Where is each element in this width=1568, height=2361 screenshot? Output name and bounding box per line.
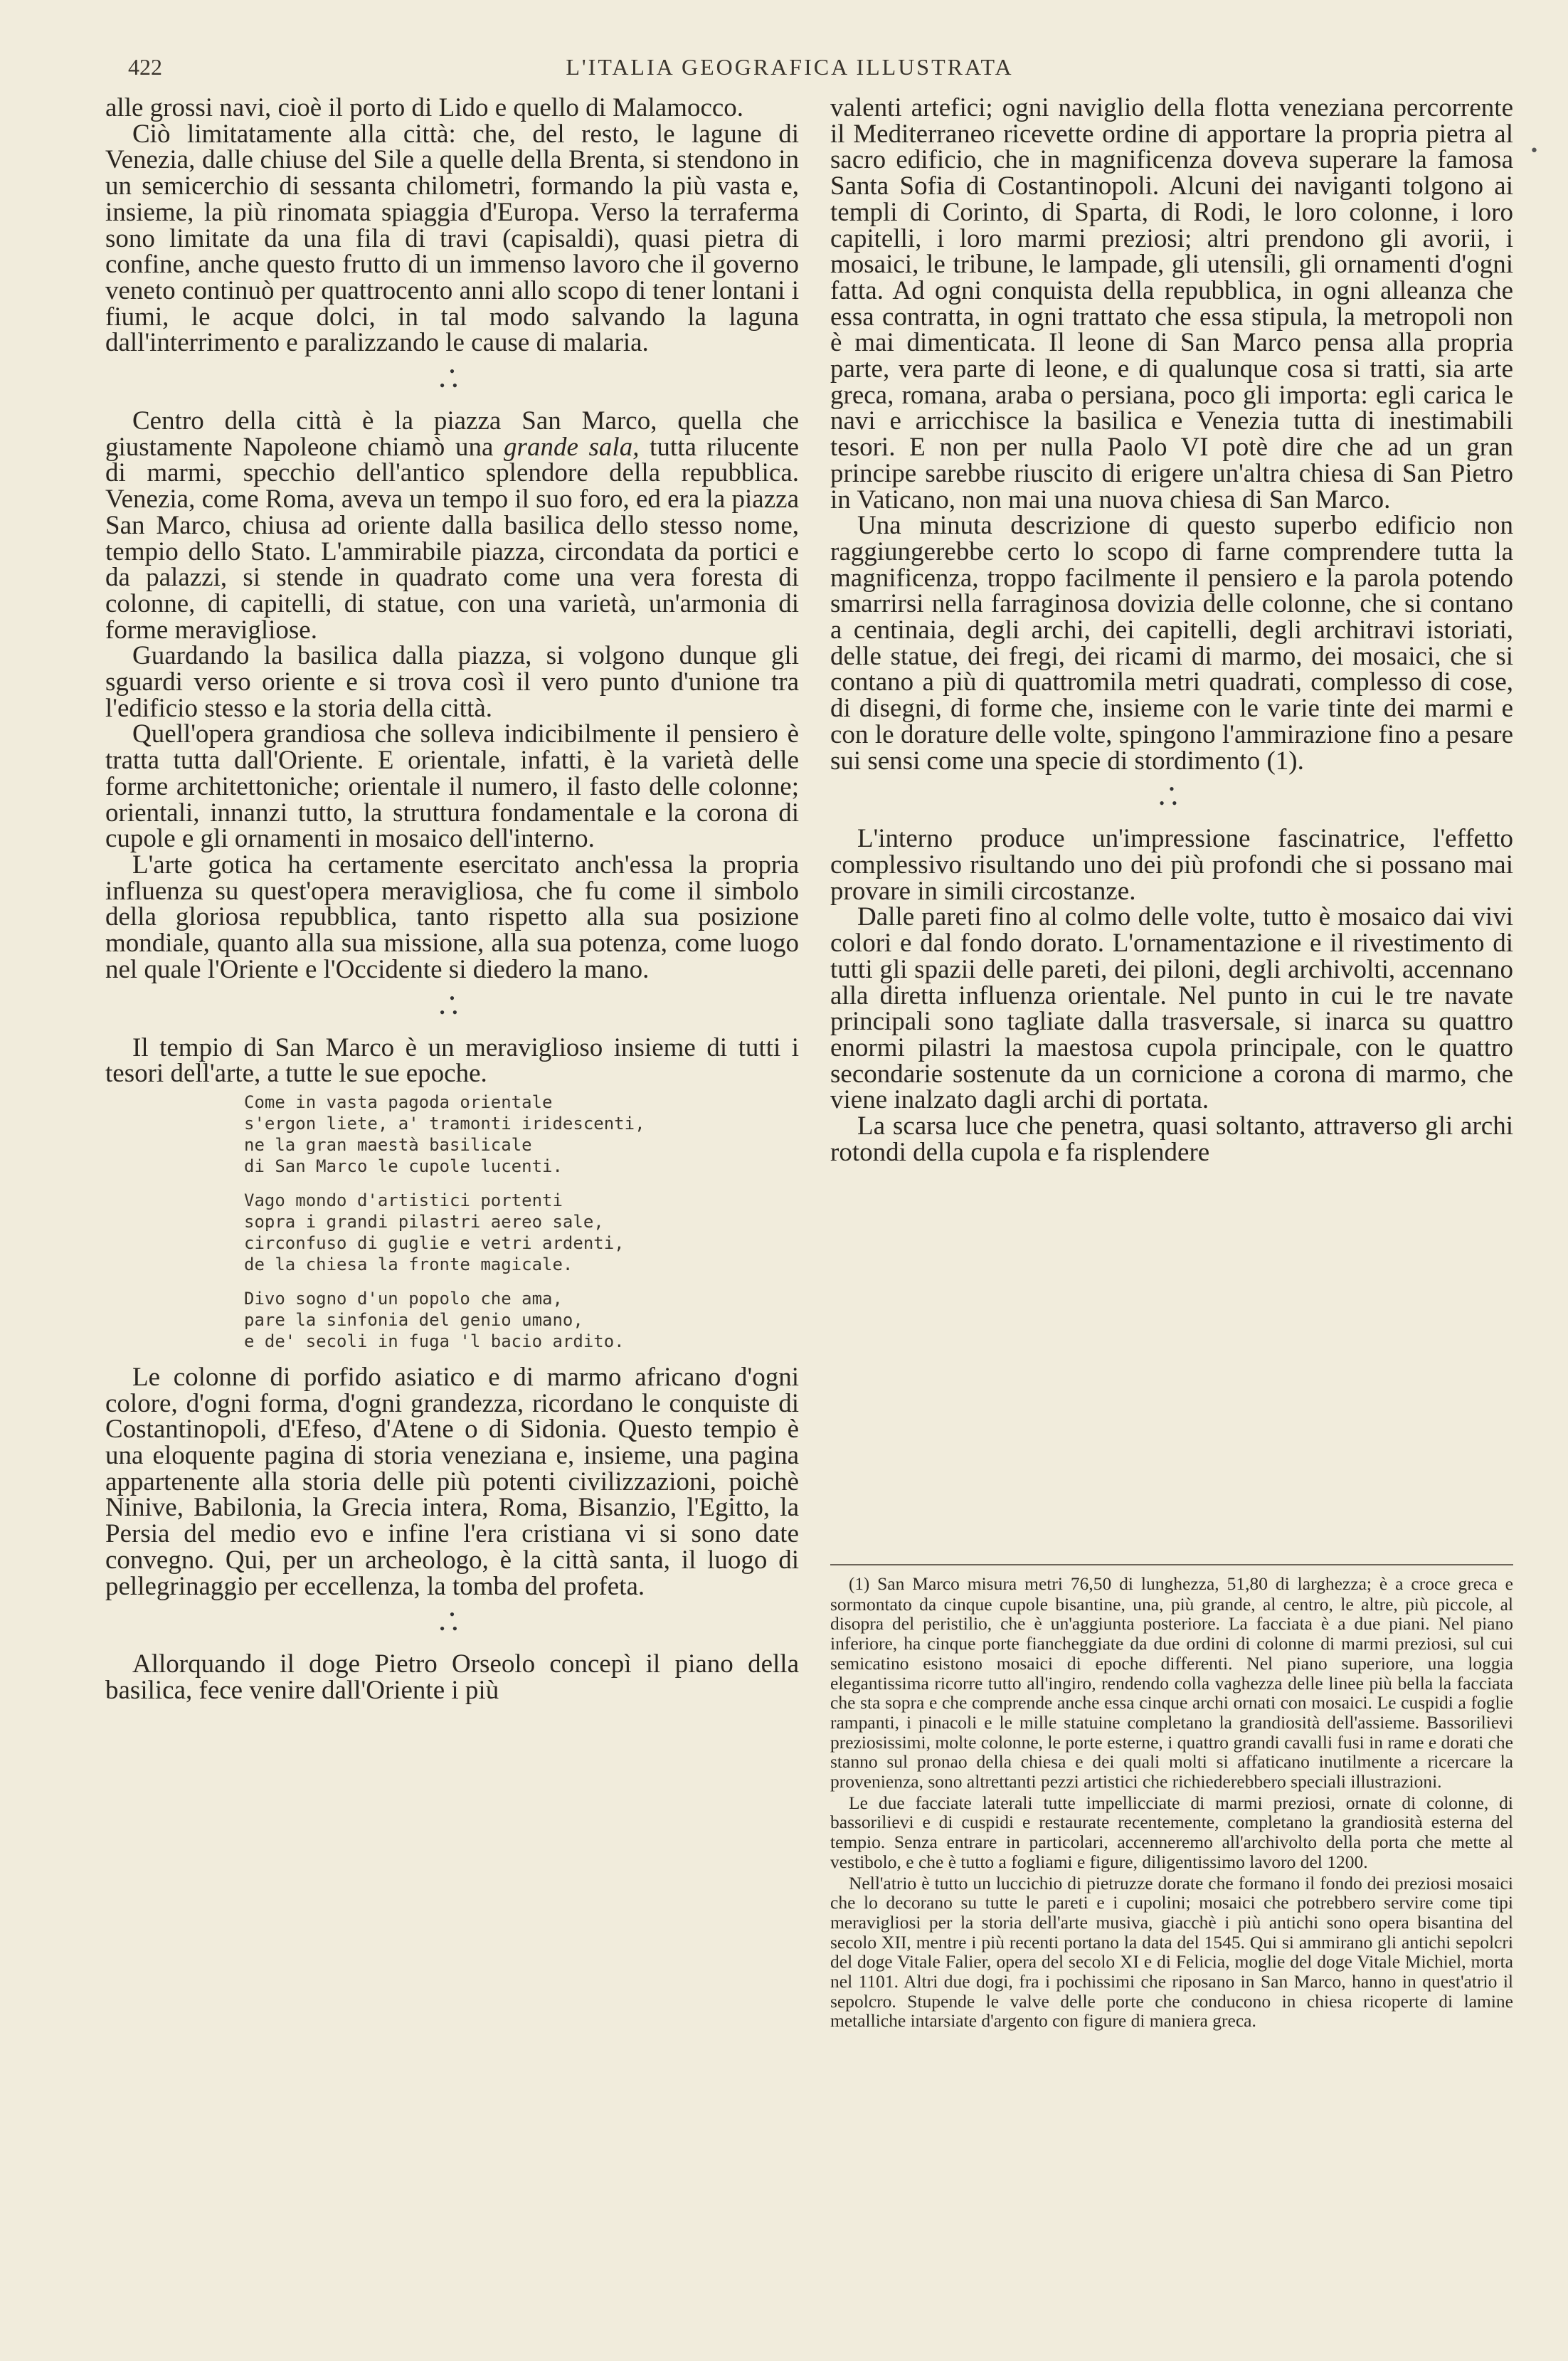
paragraph: Le colonne di porfido asiatico e di marmo africano d'ogni colore, d'ogni forma, d'ogni grandezza, ricordano le conquiste di Costantinopoli, d'Efeso, d'Atene o di Sidonia. Questo tempio è una eloquente pagina di storia veneziana e, insieme, una pagina appartenente alla storia delle più potenti civilizzazioni, poichè Ninive, Babilonia, la Grecia intera, Roma, Bisanzio, l'Egitto, la Persia del medio evo e infine l'era cristiana vi si sono date convegno. Qui, per un archeologo, è la città santa, il luogo di pellegrinaggio per eccellenza, la tomba del profeta. — [105, 1362, 799, 1601]
poem-line: s'ergon liete, a' tramonti iridescenti, — [244, 1113, 645, 1134]
poem-line: Vago mondo d'artistici portenti — [244, 1190, 563, 1210]
section-separator: • •• — [439, 362, 465, 395]
paragraph: Il tempio di San Marco è un meraviglioso insieme di tutti i tesori dell'arte, a tutte le sue epoche. — [105, 1032, 799, 1089]
section-separator: • •• — [1159, 780, 1185, 813]
poem-stanza — [244, 1190, 799, 1275]
poem-line: circonfuso di guglie e vetri ardenti, — [244, 1232, 625, 1253]
paragraph: L'interno produce un'impressione fascinatrice, l'effetto complessivo risultando uno dei più profondi che si possano mai provare in simili circostanze. — [830, 824, 1513, 906]
poem — [244, 1092, 799, 1352]
paragraph: Allorquando il doge Pietro Orseolo concepì il piano della basilica, fece venire dall'Oriente i più — [105, 1649, 799, 1705]
paragraph: Ciò limitatamente alla città: che, del resto, le lagune di Venezia, dalle chiuse del Sile a quelle della Brenta, si stendono in un semicerchio di sessanta chilometri, formando la più vasta e, insieme, la più rinomata spiaggia d'Europa. Verso la terraferma sono limitate da una fila di travi (capisaldi), quasi pietra di confine, anche questo frutto di un immenso lavoro che il governo veneto continuò per quattrocento anni allo scopo di tener lontani i fiumi, le acque dolci, in tal modo salvando la laguna dall'interrimento e paralizzando le cause di malaria. — [105, 119, 799, 358]
poem-line: ne la gran maestà basilicale — [244, 1134, 532, 1155]
running-title: L'ITALIA GEOGRAFICA ILLUSTRATA — [566, 54, 1014, 80]
left-column — [105, 95, 799, 1704]
poem-line: sopra i grandi pilastri aereo sale, — [244, 1211, 604, 1232]
poem-line: pare la sinfonia del genio umano, — [244, 1309, 583, 1330]
section-separator: • •• — [439, 988, 465, 1021]
poem-line: de la chiesa la fronte magicale. — [244, 1254, 573, 1274]
page-header — [107, 54, 1473, 83]
footnote: (1) San Marco misura metri 76,50 di lunghezza, 51,80 di larghezza; è a croce greca e sormontato da cinque cupole bisantine, una, più grande, al centro, le altre, più piccole, al disopra del peristilio, che è un'aggiunta posteriore. La facciata è a due piani. Nel piano inferiore, ha cinque porte fiancheggiate da due ordini di colonne di marmi preziosi, sul cui semicatino esistono mosaici di epoche differenti. Nel piano superiore, una loggia elegantissima ricorre tutto all'ingiro, rendendo colla vaghezza delle linee più bella la facciata che sta sopra e che comprende anche essa cinque archi ornati con mosaici. Le cuspidi a foglie rampanti, i pinacoli e le mille statuine completano la grandiosità dell'assieme. Bassorilievi preziosissimi, molte colonne, le porte esterne, i quattro grandi cavalli fusi in rame e dorati che stanno sul pronao della chiesa e dei quali molti si affaticano inutilmente a ricercare la provenienza, sono altrettanti pezzi artistici che richiederebbero speciali illustrazioni. — [830, 1573, 1513, 1792]
margin-dot: • — [1530, 142, 1539, 160]
poem-stanza — [244, 1288, 799, 1352]
italic-phrase: grande sala, — [504, 432, 640, 462]
paragraph: Guardando la basilica dalla piazza, si volgono dunque gli sguardi verso oriente e si trova così il vero punto d'unione tra l'edificio stesso e la storia della città. — [105, 641, 799, 723]
section-separator: • •• — [439, 1605, 465, 1638]
poem-stanza — [244, 1092, 799, 1177]
poem-line: Divo sogno d'un popolo che ama, — [244, 1288, 563, 1309]
poem-line: e de' secoli in fuga 'l bacio ardito. — [244, 1331, 625, 1351]
paragraph: L'arte gotica ha certamente esercitato anch'essa la propria influenza su quest'opera meravigliosa, che fu come il simbolo della gloriosa repubblica, tanto rispetto alla sua posizione mondiale, quanto alla sua missione, alla sua potenza, come luogo nel quale l'Oriente e l'Occidente si diedero la mano. — [105, 850, 799, 984]
paragraph: alle grossi navi, cioè il porto di Lido e quello di Malamocco. — [105, 93, 744, 122]
paragraph: Una minuta descrizione di questo superbo edificio non raggiungerebbe certo lo scopo di farne comprendere tutta la magnificenza, troppo facilmente il pensiero e la parola potendo smarrirsi nella farraginosa dovizia delle colonne, che si contano a centinaia, degli archi, dei capitelli, degli architravi istoriati, delle statue, dei fregi, dei ricami di marmo, dei mosaici, che si contano a più di quattromila metri quadrati, complesso di cose, di disegni, di forme che, insieme con le varie tinte dei marmi e con le dorature delle volte, spingono l'ammirazione fino a pesare sui sensi come una specie di stordimento (1). — [830, 511, 1513, 776]
footnote-mark: (1) — [849, 1575, 870, 1594]
page-number: 422 — [128, 54, 162, 80]
right-column — [830, 95, 1513, 1166]
paragraph: Centro della città è la piazza San Marco, quella che giustamente Napoleone chiamò una grande sala, tutta rilucente di marmi, specchio dell'antico splendore della repubblica. Venezia, come Roma, aveva un tempo il suo foro, ed era la piazza San Marco, chiusa ad oriente dalla basilica dello stesso nome, tempio dello Stato. L'ammirabile piazza, circondata da portici e da palazzi, si stende in quadrato come una vera foresta di colonne, di capitelli, di statue, con una varietà, un'armonia di forme meravigliose. — [105, 406, 799, 645]
footnote: Le due facciate laterali tutte impellicciate di marmi preziosi, ornate di colonne, di bassorilievi e di cuspidi e restaurate recentemente, completano la grandiosità esterna del tempio. Senza entrare in particolari, accenneremo all'archivolto della porta che mette al vestibolo, e che è tutto a fogliami e figure, diligentissimo lavoro del 1200. — [830, 1792, 1513, 1872]
footnotes — [830, 1564, 1513, 2031]
poem-line: Come in vasta pagoda orientale — [244, 1092, 553, 1112]
poem-line: di San Marco le cupole lucenti. — [244, 1156, 563, 1176]
paragraph: Quell'opera grandiosa che solleva indicibilmente il pensiero è tratta tutta dall'Oriente. E orientale, infatti, è la varietà delle forme architettoniche; orientale il numero, il fasto delle colonne; orientali, innanzi tutto, la struttura fondamentale e la corona di cupole e gli ornamenti in mosaico dell'interno. — [105, 719, 799, 854]
paragraph: valenti artefici; ogni naviglio della flotta veneziana percorrente il Mediterraneo ricevette ordine di apportare la propria pietra al sacro edificio, che in magnificenza doveva superare la famosa Santa Sofia di Costantinopoli. Alcuni dei naviganti tolgono ai templi di Corinto, di Sparta, di Rodi, le loro colonne, i loro capitelli, i loro marmi preziosi; altri prendono gli avorii, i mosaici, le tribune, le lampade, gli utensili, gli ornamenti d'ogni fatta. Ad ogni conquista della repubblica, in ogni alleanza che essa contratta, in ogni trattato che essa stipula, la metropoli non è mai dimenticata. Il leone di San Marco pensa alla propria parte, vera parte di leone, e di qualunque cosa si tratti, sia arte greca, romana, araba o persiana, poco gli importa: egli carica le navi e arricchisce la basilica e Venezia tutta di inestimabili tesori. E non per nulla Paolo VI potè dire che ad un gran principe sarebbe riuscito di erigere un'altra chiesa di San Pietro in Vaticano, non mai una nuova chiesa di San Marco. — [830, 93, 1513, 514]
paragraph: La scarsa luce che penetra, quasi soltanto, attraverso gli archi rotondi della cupola e fa risplendere — [830, 1111, 1513, 1167]
footnote: Nell'atrio è tutto un luccichio di pietruzze dorate che formano il fondo dei preziosi mosaici che lo decorano su tutte le pareti e i cupolini; mosaici che potrebbero servire come tipi meravigliosi per la storia dell'arte musiva, giacchè i più antichi sono opera bisantina del secolo XII, mentre i più recenti portano la data del 1545. Qui si ammirano gli antichi sepolcri del doge Vitale Falier, opera del secolo XI e di Felicia, moglie del doge Vitale Michiel, morta nel 1101. Altri due dogi, fra i pochissimi che riposano in San Marco, hanno in quest'atrio il sepolcro. Stupende le valve delle porte che conducono in chiesa ricoperte di lamine metalliche intarsiate d'argento con figure di maniera greca. — [830, 1872, 1513, 2032]
paragraph: Dalle pareti fino al colmo delle volte, tutto è mosaico dai vivi colori e dal fondo dorato. L'ornamentazione e il rivestimento di tutti gli spazii delle pareti, dei piloni, degli archivolti, accennano alla diretta influenza orientale. Nel punto in cui le tre navate principali sono tagliate dalla trasversale, si inarca su quattro enormi pilastri la maestosa cupola principale, con le quattro secondarie sostenute da un cornicione a corona di marmo, che viene inalzato dagli archi di portata. — [830, 902, 1513, 1115]
